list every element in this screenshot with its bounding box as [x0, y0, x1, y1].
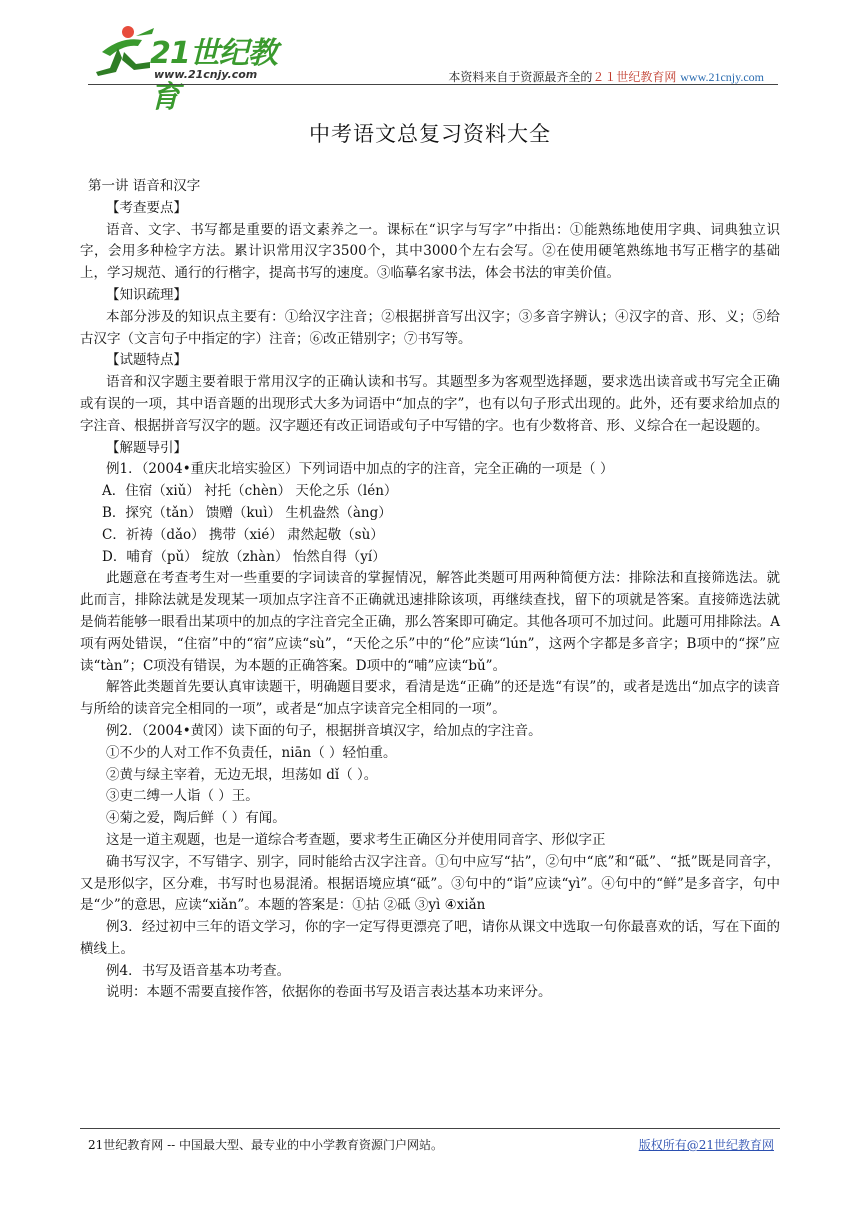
copyright-link[interactable]: 版权所有@21世纪教育网 — [638, 1138, 774, 1152]
sub-question: ③吏二缚一人诣（ ）王。 — [106, 788, 259, 805]
option-a: A．住宿（xiǔ） 衬托（chèn） 天伦之乐（lén） — [102, 483, 398, 500]
header-note-url[interactable]: www.21cnjy.com — [680, 70, 764, 84]
footer-text: 21世纪教育网 -- 中国最大型、最专业的中小学教育资源门户网站。 — [88, 1138, 444, 1152]
example-question: 例4．书写及语音基本功考查。 — [106, 962, 291, 979]
lesson-heading: 第一讲 语音和汉字 — [88, 178, 201, 194]
sub-question: ②黄与绿主宰着，无边无垠，坦荡如 dǐ（ ）。 — [106, 766, 378, 783]
option-c: C．祈祷（dǎo） 携带（xié） 肃然起敬（sù） — [102, 526, 384, 543]
sub-question: ①不少的人对工作不负责任，niān（ ）轻怕重。 — [106, 744, 397, 761]
runner-logo-icon — [88, 22, 158, 82]
logo-text: 21世纪教育 — [150, 36, 277, 115]
paragraph: 确书写汉字，不写错字、别字，同时能给古汉字注音。①句中应写“拈”，②句中“底”和“砥”、“抵”既是同音字，又是形似字，区分难，书写时也易混淆。根据语境应填“砥”。③句中的“诣”应读“yì”。④句中的“鲜”是多音字，句中是“少”的意思，应读“xiǎn”。本题的答案是：①拈 ②砥 ③yì ④xiǎn — [80, 853, 780, 914]
sub-question: ④菊之爱，陶后鲜（ ）有闻。 — [106, 810, 286, 827]
page-title: 中考语文总复习资料大全 — [309, 122, 551, 146]
logo-url: www.21cnjy.com — [154, 68, 258, 81]
header-note — [448, 68, 764, 85]
example-question: 例3．经过初中三年的语文学习，你的字一定写得更漂亮了吧，请你从课文中选取一句你最喜欢的话，写在下面的横线上。 — [80, 919, 780, 957]
option-b: B．探究（tǎn） 馈赠（kuì） 生机盎然（àng） — [102, 504, 392, 521]
header-note-site: ２１世纪教育网 — [592, 70, 677, 84]
paragraph: 语音和汉字题主要着眼于常用汉字的正确认读和书写。其题型多为客观型选择题，要求选出读音或书写完全正确或有误的一项，其中语音题的出现形式大多为词语中“加点的字”，也有以句子形式出现的。此外，还有要求给加点的字注音、根据拼音写汉字的题。汉字题还有改正词语或句子中写错的字。也有少数将音、形、义综合在一起设题的。 — [80, 374, 780, 434]
footer-divider — [80, 1128, 780, 1129]
paragraph: 解答此类题首先要认真审读题干，明确题目要求，看清是选“正确”的还是选“有误”的，或者是选出“加点字的读音与所给的读音完全相同的一项”，或者是“加点字读音完全相同的一项”。 — [80, 679, 780, 718]
paragraph: 此题意在考查考生对一些重要的字词读音的掌握情况，解答此类题可用两种简便方法：排除法和直接筛选法。就此而言，排除法就是发现某一项加点字注音不正确就迅速排除该项，再继续查找，留下的项就是答案。直接筛选法就是倘若能够一眼看出某项中的加点的字注音完全正确，那么答案即可确定。其他各项可不加过问。此题可用排除法。A项有两处错误，“住宿”中的“宿”应读“sù”，“天伦之乐”中的“伦”应读“lún”，这两个字都是多音字；B项中的“探”应读“tàn”；C项没有错误，为本题的正确答案。D项中的“哺”应读“bǔ”。 — [80, 570, 780, 674]
paragraph: 这是一道主观题，也是一道综合考查题，要求考生正确区分并使用同音字、形似字正 — [106, 831, 606, 848]
option-d: D．哺育（pǔ） 绽放（zhàn） 怡然自得（yí） — [102, 548, 386, 565]
document-body — [80, 176, 780, 1004]
paragraph: 本部分涉及的知识点主要有：①给汉字注音；②根据拼音写出汉字；③多音字辨认；④汉字的音、形、义；⑤给古汉字（文言句子中指定的字）注音；⑥改正错别字；⑦书写等。 — [80, 308, 780, 347]
paragraph: 说明：本题不需要直接作答，依据你的卷面书写及语言表达基本功来评分。 — [106, 984, 552, 1001]
section-heading: 【考查要点】 — [106, 199, 187, 216]
paragraph: 语音、文字、书写都是重要的语文素养之一。课标在“识字与写字”中指出：①能熟练地使用字典、词典独立识字，会用多种检字方法。累计识常用汉字3500个，其中3000个左右会写。②在使用硬笔熟练地书写正楷字的基础上，学习规范、通行的行楷字，提高书写的速度。③临摹名家书法，体会书法的审美价值。 — [80, 221, 780, 282]
logo — [88, 22, 288, 115]
example-question: 例2．（2004•黄冈）读下面的句子，根据拼音填汉字，给加点的字注音。 — [106, 722, 542, 739]
section-heading: 【解题导引】 — [106, 439, 187, 456]
header-divider — [88, 84, 778, 85]
example-question: 例1．（2004•重庆北培实验区）下列词语中加点的字的注音，完全正确的一项是（ ） — [106, 461, 614, 478]
header-note-prefix: 本资料来自于资源最齐全的 — [448, 70, 593, 84]
section-heading: 【试题特点】 — [106, 352, 187, 369]
page-header — [88, 18, 764, 115]
section-heading: 【知识疏理】 — [106, 286, 187, 303]
